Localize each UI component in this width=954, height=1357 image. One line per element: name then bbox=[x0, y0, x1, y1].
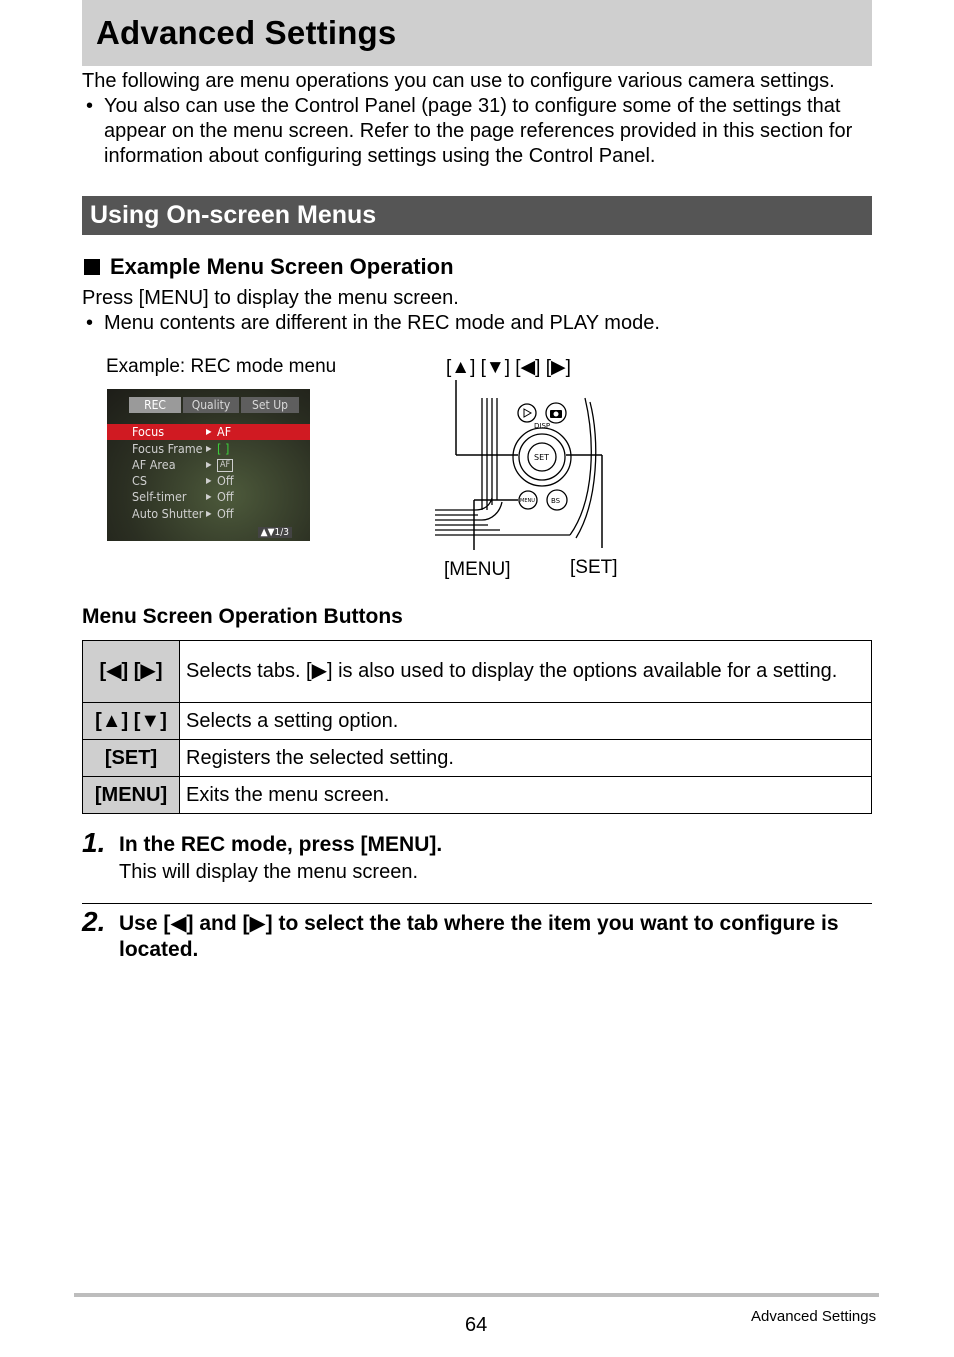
lcd-pager: ▲▼1/3 bbox=[258, 527, 292, 538]
step-text: Use [◀] and [▶] to select the tab where the item you want to configure is located. bbox=[119, 912, 839, 961]
triangle-right-icon: ▶ bbox=[206, 509, 212, 518]
lcd-row bbox=[107, 457, 310, 473]
table-row bbox=[83, 777, 872, 814]
page-number: 64 bbox=[465, 1314, 488, 1336]
lcd-row bbox=[107, 441, 310, 457]
example-heading bbox=[84, 254, 454, 280]
triangle-right-icon: ▶ bbox=[206, 492, 212, 501]
lcd-row-name: Auto Shutter bbox=[132, 506, 204, 521]
ops-key: [SET] bbox=[83, 740, 180, 777]
square-bullet-icon bbox=[84, 259, 100, 275]
lcd-row-value: Off bbox=[217, 473, 234, 488]
lcd-row bbox=[107, 506, 310, 522]
ops-desc: Selects tabs. [▶] is also used to display the options available for a setting. bbox=[180, 641, 872, 703]
step-subtext: This will display the menu screen. bbox=[119, 861, 419, 883]
lcd-row-name: Self-timer bbox=[132, 489, 187, 504]
ops-desc: Registers the selected setting. bbox=[180, 740, 872, 777]
lcd-row-value: AF bbox=[217, 424, 232, 439]
menu-button-label: [MENU] bbox=[444, 559, 511, 580]
arrow-buttons-label: [▲] [▼] [◀] [▶] bbox=[446, 357, 571, 378]
lcd-tab-setup: Set Up bbox=[241, 397, 299, 413]
play-icon bbox=[524, 409, 531, 417]
step-number: 2. bbox=[82, 906, 106, 937]
section-title: Using On-screen Menus bbox=[90, 201, 377, 229]
ops-key: [▲] [▼] bbox=[83, 703, 180, 740]
bs-text: BS bbox=[551, 497, 561, 505]
ops-desc: Exits the menu screen. bbox=[180, 777, 872, 814]
lcd-tab-quality: Quality bbox=[183, 397, 239, 413]
triangle-right-icon: ▶ bbox=[206, 460, 212, 469]
step-number: 1. bbox=[82, 827, 106, 858]
page-title-bar bbox=[82, 0, 872, 66]
lcd-row bbox=[107, 473, 310, 489]
example-bullets bbox=[82, 311, 872, 336]
lcd-menu-screen bbox=[107, 389, 310, 541]
ops-desc: Selects a setting option. bbox=[180, 703, 872, 740]
step-text: In the REC mode, press [MENU]. bbox=[119, 833, 443, 856]
menu-text: MENU bbox=[520, 498, 535, 504]
table-row bbox=[83, 641, 872, 703]
intro-bullets bbox=[82, 94, 872, 169]
lcd-row-name: Focus bbox=[132, 424, 165, 439]
lcd-row-name: CS bbox=[132, 473, 147, 488]
table-row bbox=[83, 703, 872, 740]
set-text: SET bbox=[534, 453, 550, 462]
section-bar bbox=[82, 196, 872, 235]
lcd-row bbox=[107, 489, 310, 505]
lcd-row-name: AF Area bbox=[132, 457, 176, 472]
lcd-row-value: [ ] bbox=[217, 441, 230, 456]
intro-text: The following are menu operations you can use to configure various camera settings. bbox=[82, 70, 835, 92]
triangle-right-icon: ▶ bbox=[206, 427, 212, 436]
ops-heading: Menu Screen Operation Buttons bbox=[82, 605, 403, 628]
ops-table bbox=[82, 640, 872, 814]
ops-key: [MENU] bbox=[83, 777, 180, 814]
lcd-row-value: Off bbox=[217, 489, 234, 504]
footer-title: Advanced Settings bbox=[751, 1308, 877, 1325]
example-text: Press [MENU] to display the menu screen. bbox=[82, 287, 459, 309]
triangle-right-icon: ▶ bbox=[206, 476, 212, 485]
step-divider bbox=[82, 903, 872, 904]
footer-rule bbox=[74, 1293, 879, 1297]
lcd-row-value: AF bbox=[217, 459, 233, 472]
intro-bullet: • You also can use the Control Panel (page 31) to configure some of the settings that appear on the menu screen. Refer to the page references provided in this section for information about configuring settings using the Control Panel. bbox=[82, 94, 872, 169]
screen-caption: Example: REC mode menu bbox=[106, 356, 337, 377]
page-title: Advanced Settings bbox=[96, 14, 397, 51]
lcd-row bbox=[107, 424, 310, 440]
example-heading-text: Example Menu Screen Operation bbox=[110, 254, 454, 279]
lcd-row-name: Focus Frame bbox=[132, 441, 203, 456]
disp-text: DISP bbox=[534, 422, 551, 430]
example-bullet: • Menu contents are different in the REC mode and PLAY mode. bbox=[82, 311, 872, 336]
lcd-tabs bbox=[129, 397, 299, 413]
camera-back-illustration bbox=[430, 380, 630, 555]
triangle-right-icon: ▶ bbox=[206, 444, 212, 453]
ops-key: [◀] [▶] bbox=[83, 641, 180, 703]
set-button-label: [SET] bbox=[570, 557, 618, 578]
lcd-tab-rec: REC bbox=[129, 397, 181, 413]
lcd-row-value: Off bbox=[217, 506, 234, 521]
table-row bbox=[83, 740, 872, 777]
